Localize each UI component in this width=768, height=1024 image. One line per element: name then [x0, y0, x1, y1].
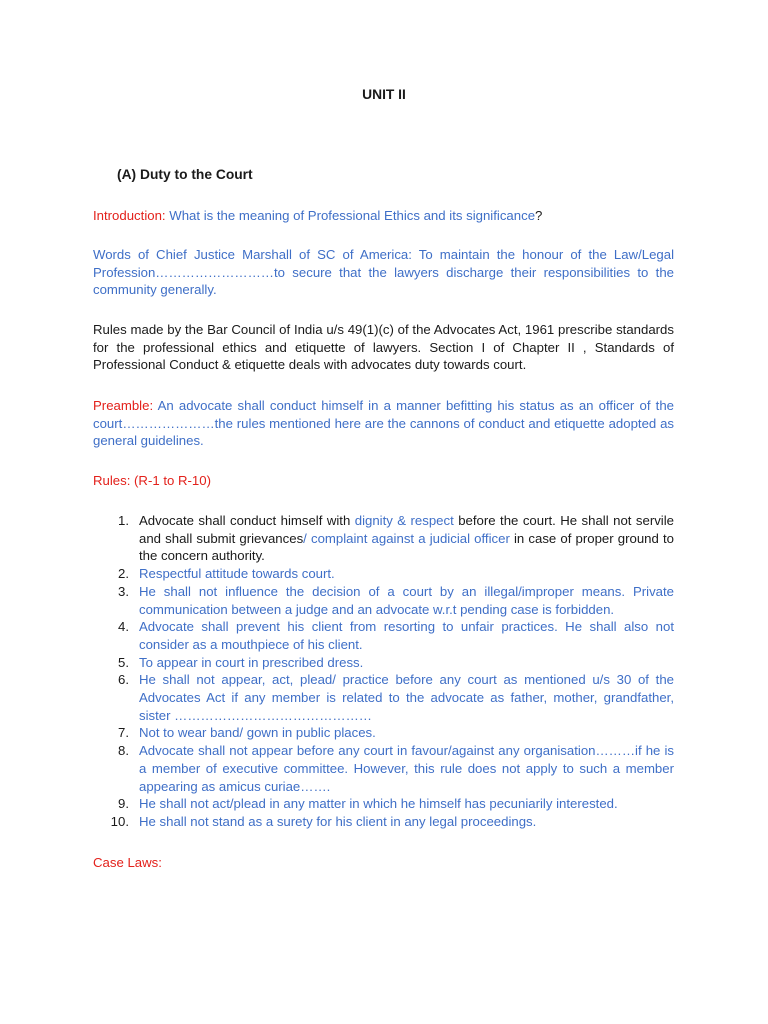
introduction-paragraph [93, 207, 674, 225]
rule-item-2 [93, 565, 674, 583]
rule-item-6 [93, 671, 674, 724]
bci-rules-paragraph: Rules made by the Bar Council of India u/s 49(1)(c) of the Advocates Act, 1961 prescribe standards for the professional ethics and etiquette of lawyers. Section I of Chapter II , Standards of Professional Conduct & etiquette deals with advocates duty towards court. [93, 322, 674, 373]
preamble-label: Preamble: [93, 398, 154, 413]
preamble-paragraph [93, 397, 674, 450]
rule-number: 7. [118, 725, 129, 741]
rule-number: 10. [110, 813, 129, 829]
rule-item-8 [93, 742, 674, 795]
rule-text: He shall not act/plead in any matter in which he himself has pecuniarily interested. [139, 796, 618, 812]
rule-number: 4. [118, 619, 129, 635]
rule-item-7 [93, 724, 674, 742]
rules-heading: Rules: (R-1 to R-10) [93, 473, 211, 488]
rule-highlight: / complaint against a judicial officer [303, 530, 510, 546]
preamble-text: An advocate shall conduct himself in a manner befitting his status as an officer of the court…………………the rules mentioned here are the cannons of conduct and etiquette adopted as general guidelines. [93, 398, 675, 449]
rule-number: 1. [118, 513, 129, 528]
rule-number: 9. [118, 796, 129, 812]
rule-text: in case of proper ground to the concern authority. [139, 530, 674, 564]
rule-text: To appear in court in prescribed dress. [139, 654, 364, 670]
rule-text: Not to wear band/ gown in public places. [139, 725, 376, 741]
introduction-question: What is the meaning of Professional Ethics and its significance [169, 208, 536, 223]
rule-text: Advocate shall not appear before any court in favour/against any organisation………if he is a member of executive committee. However, this rule does not apply to such a member appearing as amicus curiae……. [139, 743, 674, 794]
rule-text: Advocate shall conduct himself with [139, 513, 355, 528]
section-heading: (A) Duty to the Court [117, 167, 253, 182]
rule-text: before the court. He shall not servile and shall submit grievances [139, 513, 674, 546]
rule-text: Respectful attitude towards court. [139, 566, 335, 582]
rule-text: He shall not stand as a surety for his client in any legal proceedings. [139, 813, 537, 829]
rule-number: 2. [118, 566, 129, 582]
rule-highlight: dignity & respect [354, 513, 454, 528]
rule-item-10 [93, 813, 674, 831]
rule-number: 6. [118, 672, 129, 688]
rule-item-5 [93, 654, 674, 672]
case-laws-heading: Case Laws: [93, 855, 162, 870]
rule-number: 5. [118, 654, 129, 670]
rules-list [93, 512, 674, 831]
rule-item-4 [93, 618, 674, 653]
rule-item-1 [93, 512, 674, 565]
rule-number: 3. [118, 583, 129, 599]
rule-number: 8. [118, 743, 129, 759]
rule-text: He shall not appear, act, plead/ practice before any court as mentioned u/s 30 of the Advocates Act if any member is related to the advocate as father, mother, grandfather, sister ……………………………………… [139, 672, 674, 723]
rule-text: Advocate shall prevent his client from resorting to unfair practices. He shall also not consider as a mouthpiece of his client. [139, 619, 674, 652]
page-title: UNIT II [362, 87, 406, 102]
rule-item-9 [93, 795, 674, 813]
rule-item-3 [93, 583, 674, 618]
introduction-label: Introduction: [93, 208, 166, 223]
introduction-end: ? [535, 208, 543, 223]
rule-text: He shall not influence the decision of a court by an illegal/improper means. Private communication between a judge and an advocate w.r.t pending case is forbidden. [139, 583, 674, 617]
marshall-quote-paragraph: Words of Chief Justice Marshall of SC of America: To maintain the honour of the Law/Legal Profession………………………to secure that the lawyers discharge their responsibilities to the community generally. [93, 247, 674, 298]
